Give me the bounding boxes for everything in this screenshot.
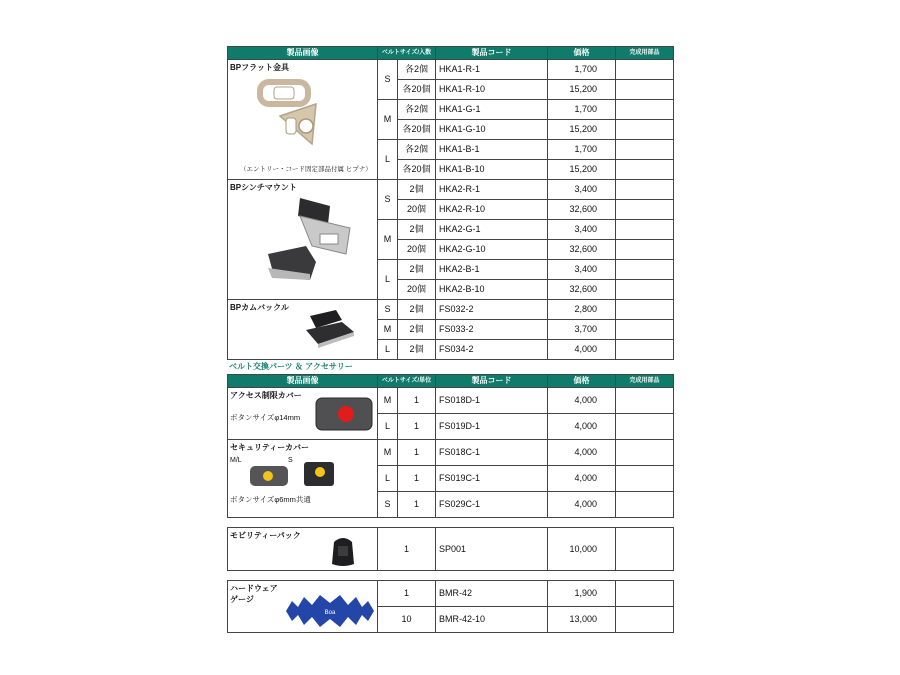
product-image-cell <box>228 180 378 300</box>
size-cell: M <box>378 320 398 340</box>
table-row <box>228 180 674 200</box>
price-cell: 15,200 <box>548 160 616 180</box>
price-cell: 15,200 <box>548 80 616 100</box>
price-cell: 3,700 <box>548 320 616 340</box>
code-cell: HKA1-R-10 <box>436 80 548 100</box>
parts-cell <box>616 140 674 160</box>
code-cell: FS018D-1 <box>436 388 548 414</box>
price-cell: 32,600 <box>548 240 616 260</box>
code-cell: FS019C-1 <box>436 466 548 492</box>
table-row <box>228 388 674 414</box>
parts-cell <box>616 528 674 571</box>
price-cell: 32,600 <box>548 200 616 220</box>
price-table-accessories <box>227 374 674 518</box>
table-row <box>228 528 674 571</box>
code-cell: HKA1-B-1 <box>436 140 548 160</box>
size-cell: M <box>378 440 398 466</box>
price-cell: 4,000 <box>548 440 616 466</box>
size-cell: L <box>378 340 398 360</box>
header-price: 価格 <box>548 375 616 388</box>
code-cell: FS034-2 <box>436 340 548 360</box>
price-cell: 2,800 <box>548 300 616 320</box>
product-name-gauge: ハードウェア ゲージ <box>230 584 278 604</box>
qty-cell: 10 <box>378 607 436 633</box>
code-cell: HKA2-B-10 <box>436 280 548 300</box>
qty-cell: 各20個 <box>398 160 436 180</box>
parts-cell <box>616 160 674 180</box>
size-cell: M <box>378 388 398 414</box>
qty-cell: 各20個 <box>398 80 436 100</box>
price-cell: 3,400 <box>548 260 616 280</box>
code-cell: HKA1-G-1 <box>436 100 548 120</box>
header-image: 製品画像 <box>228 47 378 60</box>
price-cell: 3,400 <box>548 180 616 200</box>
qty-cell: 1 <box>398 414 436 440</box>
product-image-cell <box>228 388 378 440</box>
code-cell: HKA1-B-10 <box>436 160 548 180</box>
access-cover-image <box>314 396 374 432</box>
code-cell: FS033-2 <box>436 320 548 340</box>
parts-cell <box>616 414 674 440</box>
table-header <box>228 375 674 388</box>
qty-cell: 1 <box>398 388 436 414</box>
header-parts: 完成用部品 <box>616 47 674 60</box>
qty-cell: 2個 <box>398 320 436 340</box>
size-cell: L <box>378 466 398 492</box>
price-cell: 3,400 <box>548 220 616 240</box>
table-row <box>228 60 674 80</box>
parts-cell <box>616 220 674 240</box>
price-cell: 15,200 <box>548 120 616 140</box>
product-image-cell <box>228 440 378 518</box>
price-sheet <box>227 46 673 633</box>
code-cell: BMR-42-10 <box>436 607 548 633</box>
price-cell: 1,700 <box>548 100 616 120</box>
code-cell: FS032-2 <box>436 300 548 320</box>
qty-cell: 2個 <box>398 260 436 280</box>
header-image: 製品画像 <box>228 375 378 388</box>
table-row <box>228 300 674 320</box>
size-cell: L <box>378 260 398 300</box>
parts-cell <box>616 466 674 492</box>
qty-cell: 各20個 <box>398 120 436 140</box>
product-name-cam: BPカムバックル <box>230 303 289 312</box>
product-note-flat: （エントリー・コード固定部品付属 ヒプナ） <box>240 166 372 173</box>
code-cell: HKA2-R-10 <box>436 200 548 220</box>
parts-cell <box>616 440 674 466</box>
price-cell: 32,600 <box>548 280 616 300</box>
parts-cell <box>616 607 674 633</box>
qty-cell: 20個 <box>398 280 436 300</box>
gauge-logo: Boa <box>324 610 336 616</box>
qty-cell: 1 <box>398 440 436 466</box>
parts-cell <box>616 120 674 140</box>
product-name-flat: BPフラット金具 <box>230 63 289 72</box>
header-code: 製品コード <box>436 375 548 388</box>
code-cell: BMR-42 <box>436 581 548 607</box>
parts-cell <box>616 280 674 300</box>
price-cell: 13,000 <box>548 607 616 633</box>
price-cell: 4,000 <box>548 466 616 492</box>
table-row <box>228 581 674 607</box>
header-parts: 完成用部品 <box>616 375 674 388</box>
parts-cell <box>616 340 674 360</box>
parts-cell <box>616 180 674 200</box>
mobility-pack-image <box>328 534 358 568</box>
header-size: ベルトサイズ/入数 <box>378 47 436 60</box>
code-cell: HKA1-G-10 <box>436 120 548 140</box>
size-cell: L <box>378 140 398 180</box>
product-image-cell <box>228 300 378 360</box>
parts-cell <box>616 581 674 607</box>
product-name-mobility: モビリティーパック <box>230 531 301 540</box>
price-cell: 10,000 <box>548 528 616 571</box>
price-cell: 4,000 <box>548 340 616 360</box>
security-cover-image <box>248 460 338 490</box>
product-name-cinch: BPシンチマウント <box>230 183 297 192</box>
qty-cell: 各2個 <box>398 60 436 80</box>
hardware-gauge-image <box>284 591 376 631</box>
size-cell: S <box>378 300 398 320</box>
table-header <box>228 47 674 60</box>
qty-cell: 20個 <box>398 200 436 220</box>
qty-cell: 2個 <box>398 300 436 320</box>
cam-buckle-image <box>302 306 358 350</box>
parts-cell <box>616 80 674 100</box>
section-title: ベルト交換パーツ ＆ アクセサリー <box>229 362 353 371</box>
price-cell: 1,900 <box>548 581 616 607</box>
product-name-access: アクセス制限カバー <box>230 391 302 400</box>
size-cell: M <box>378 100 398 140</box>
price-cell: 4,000 <box>548 414 616 440</box>
product-note-access: ボタンサイズφ14mm <box>230 413 301 422</box>
qty-cell: 各2個 <box>398 140 436 160</box>
parts-cell <box>616 300 674 320</box>
header-size: ベルトサイズ/単位 <box>378 375 436 388</box>
size-cell: M <box>378 220 398 260</box>
price-table-mobility <box>227 527 674 571</box>
product-image-cell <box>228 581 378 633</box>
product-image-cell <box>228 60 378 180</box>
qty-cell: 1 <box>378 581 436 607</box>
product-name-security: セキュリティーカバー <box>230 443 310 452</box>
security-label-s: S <box>288 457 293 464</box>
code-cell: HKA2-G-10 <box>436 240 548 260</box>
qty-cell: 1 <box>398 466 436 492</box>
qty-cell: 2個 <box>398 340 436 360</box>
parts-cell <box>616 260 674 280</box>
code-cell: SP001 <box>436 528 548 571</box>
code-cell: HKA2-B-1 <box>436 260 548 280</box>
price-cell: 4,000 <box>548 492 616 518</box>
parts-cell <box>616 200 674 220</box>
parts-cell <box>616 100 674 120</box>
size-cell: L <box>378 414 398 440</box>
price-table-main <box>227 46 674 360</box>
size-cell: S <box>378 492 398 518</box>
size-cell: S <box>378 60 398 100</box>
qty-cell: 各2個 <box>398 100 436 120</box>
product-note-security: ボタンサイズφ6mm共通 <box>230 495 311 504</box>
flat-buckle-image <box>254 78 334 160</box>
qty-cell: 2個 <box>398 220 436 240</box>
qty-cell: 1 <box>398 492 436 518</box>
header-code: 製品コード <box>436 47 548 60</box>
product-image-cell <box>228 528 378 571</box>
parts-cell <box>616 492 674 518</box>
code-cell: FS018C-1 <box>436 440 548 466</box>
header-price: 価格 <box>548 47 616 60</box>
code-cell: HKA2-R-1 <box>436 180 548 200</box>
code-cell: HKA1-R-1 <box>436 60 548 80</box>
qty-cell: 20個 <box>398 240 436 260</box>
table-row <box>228 440 674 466</box>
price-cell: 4,000 <box>548 388 616 414</box>
security-label-ml: M/L <box>230 457 242 464</box>
price-table-gauge <box>227 580 674 633</box>
code-cell: FS029C-1 <box>436 492 548 518</box>
parts-cell <box>616 240 674 260</box>
parts-cell <box>616 388 674 414</box>
size-cell: S <box>378 180 398 220</box>
qty-cell: 2個 <box>398 180 436 200</box>
code-cell: FS019D-1 <box>436 414 548 440</box>
qty-cell: 1 <box>378 528 436 571</box>
parts-cell <box>616 60 674 80</box>
code-cell: HKA2-G-1 <box>436 220 548 240</box>
price-cell: 1,700 <box>548 140 616 160</box>
price-cell: 1,700 <box>548 60 616 80</box>
parts-cell <box>616 320 674 340</box>
cinch-mount-image <box>260 194 356 284</box>
